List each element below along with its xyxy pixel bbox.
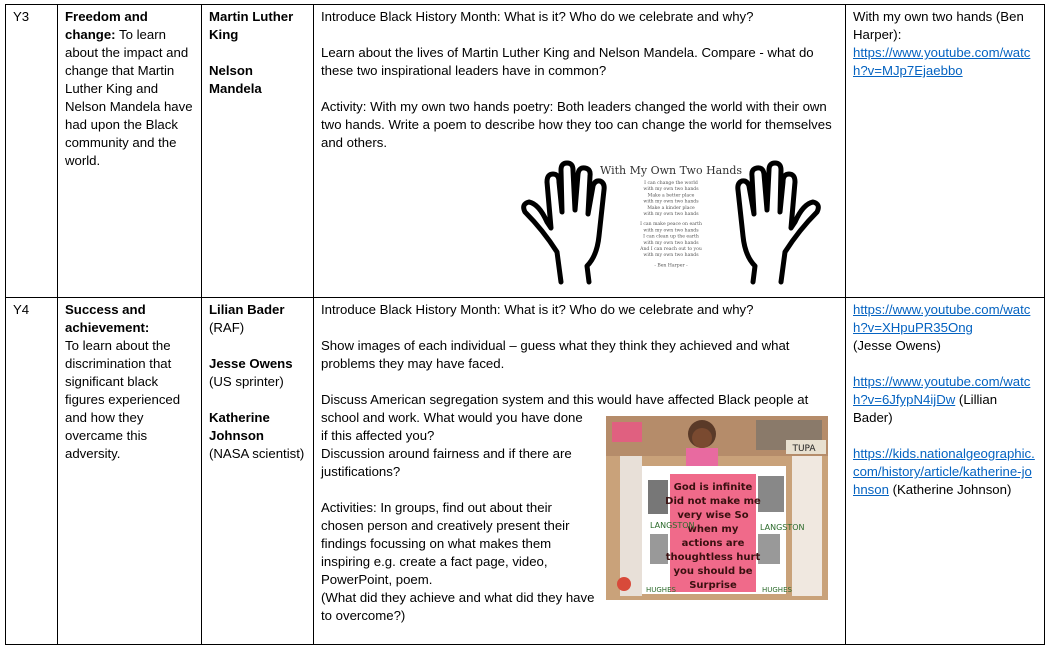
classroom-poster-photo <box>606 416 828 600</box>
poster-line: when my <box>687 524 739 535</box>
poem-line: - Ben Harper - <box>654 263 688 269</box>
theme-cell <box>58 298 202 645</box>
activities-cell <box>314 5 846 298</box>
people-cell <box>202 5 314 298</box>
poem-line: And I can reach out to you <box>640 247 702 252</box>
year-label: Y3 <box>13 9 30 24</box>
activity-text: Discuss American segregation system and this would have affected Black people at school and work. What would you have done <box>321 392 809 425</box>
theme-title: Freedom and change: <box>65 9 148 42</box>
resource-label: (Jesse Owens) <box>853 338 941 353</box>
theme-cell <box>58 5 202 298</box>
poem-line: I can change the world <box>644 181 698 186</box>
person-desc: (NASA scientist) <box>209 446 305 461</box>
youtube-link[interactable]: https://www.youtube.com/watch?v=MJp7Ejaebbo <box>853 45 1031 78</box>
youtube-link[interactable]: https://www.youtube.com/watch?v=6JfypN4ijDw <box>853 374 1031 407</box>
person-name: Katherine Johnson <box>209 410 270 443</box>
activity-text: Activities: In groups, find out about their chosen person and creatively present their findings focussing on what makes them inspiring e.g. create a fact page, video, PowerPoint, poem. <box>321 500 570 587</box>
youtube-link[interactable]: https://www.youtube.com/watch?v=XHpuPR35Ong <box>853 302 1031 335</box>
activity-text: Show images of each individual – guess what they think they achieved and what problems they may have faced. <box>321 338 790 371</box>
person-desc: (US sprinter) <box>209 374 284 389</box>
poster-line: Did not make me <box>665 496 761 507</box>
activity-text: Introduce Black History Month: What is it? Who do we celebrate and why? <box>321 9 754 24</box>
resources-cell <box>846 298 1045 645</box>
table-row <box>6 5 1045 298</box>
resource-label: (Lillian Bader) <box>853 392 998 425</box>
svg-text:HUGHES: HUGHES <box>762 586 792 594</box>
svg-text:TUPA: TUPA <box>792 444 816 454</box>
svg-text:HUGHES: HUGHES <box>646 586 676 594</box>
year-label: Y4 <box>13 302 30 317</box>
person-desc: (RAF) <box>209 320 245 335</box>
year-cell <box>6 298 58 645</box>
poem-line: Make a kinder place <box>647 205 695 211</box>
person-name: Martin Luther King <box>209 9 294 42</box>
poem-line: with my own two hands <box>643 187 699 193</box>
poem-line: I can make peace on earth <box>640 222 702 228</box>
activity-text: Introduce Black History Month: What is it? Who do we celebrate and why? <box>321 302 754 317</box>
lesson-plan-table <box>5 4 1045 645</box>
poem-line: with my own two hands <box>643 228 699 234</box>
people-cell <box>202 298 314 645</box>
poem-line: with my own two hands <box>643 212 699 217</box>
activity-text: Discussion around fairness and if there are justifications? <box>321 446 572 479</box>
activity-text: Learn about the lives of Martin Luther King and Nelson Mandela. Compare - what do these two inspirational leaders have in common? <box>321 45 814 78</box>
activity-text: Activity: With my own two hands poetry: Both leaders changed the world with their own two hands. Write a poem to describe how they too can change the world for themselves and others. <box>321 99 832 150</box>
activity-text: (What did they achieve and what did they have to overcome?) <box>321 590 595 623</box>
svg-text:LANGSTON: LANGSTON <box>760 523 805 532</box>
person-name: Lilian Bader <box>209 302 285 317</box>
poem-line: with my own two hands <box>643 199 699 205</box>
poster-line: Surprise <box>689 580 737 591</box>
natgeo-link[interactable]: https://kids.nationalgeographic.com/history/article/katherine-johnson <box>853 446 1035 497</box>
table-row <box>6 298 1045 645</box>
theme-text: To learn about the discrimination that significant black figures experienced and how they overcame this adversity. <box>65 338 181 461</box>
person-name: Jesse Owens <box>209 356 293 371</box>
poster-line: actions are <box>681 538 745 549</box>
theme-text: To learn about the impact and change that Martin Luther King and Nelson Mandela have had upon the Black community and the world. <box>65 27 193 168</box>
svg-text:LANGSTON: LANGSTON <box>650 521 695 530</box>
year-cell <box>6 5 58 298</box>
poem-lines <box>639 180 702 268</box>
poem-title: With My Own Two Hands <box>599 164 743 177</box>
resource-intro: With my own two hands (Ben Harper): <box>853 9 1024 42</box>
poster-line: you should be <box>673 566 753 577</box>
poem-line: I can clean up the earth <box>643 234 699 240</box>
poem-line: Make a better place <box>647 193 695 199</box>
poster-line: God is infinite <box>673 482 753 493</box>
poem-line: with my own two hands <box>643 253 699 259</box>
resources-cell <box>846 5 1045 298</box>
poster-line: thoughtless hurt <box>665 552 761 563</box>
portrait-right <box>758 476 784 512</box>
poem-line: with my own two hands <box>643 240 699 246</box>
activity-text: if this affected you? <box>321 428 435 443</box>
theme-title: Success and achievement: <box>65 302 150 335</box>
activities-cell <box>314 298 846 645</box>
hands-poem-image <box>517 160 825 286</box>
person-name: Nelson Mandela <box>209 63 262 96</box>
poster-line: very wise So <box>677 510 749 521</box>
resource-label: (Katherine Johnson) <box>892 482 1012 497</box>
